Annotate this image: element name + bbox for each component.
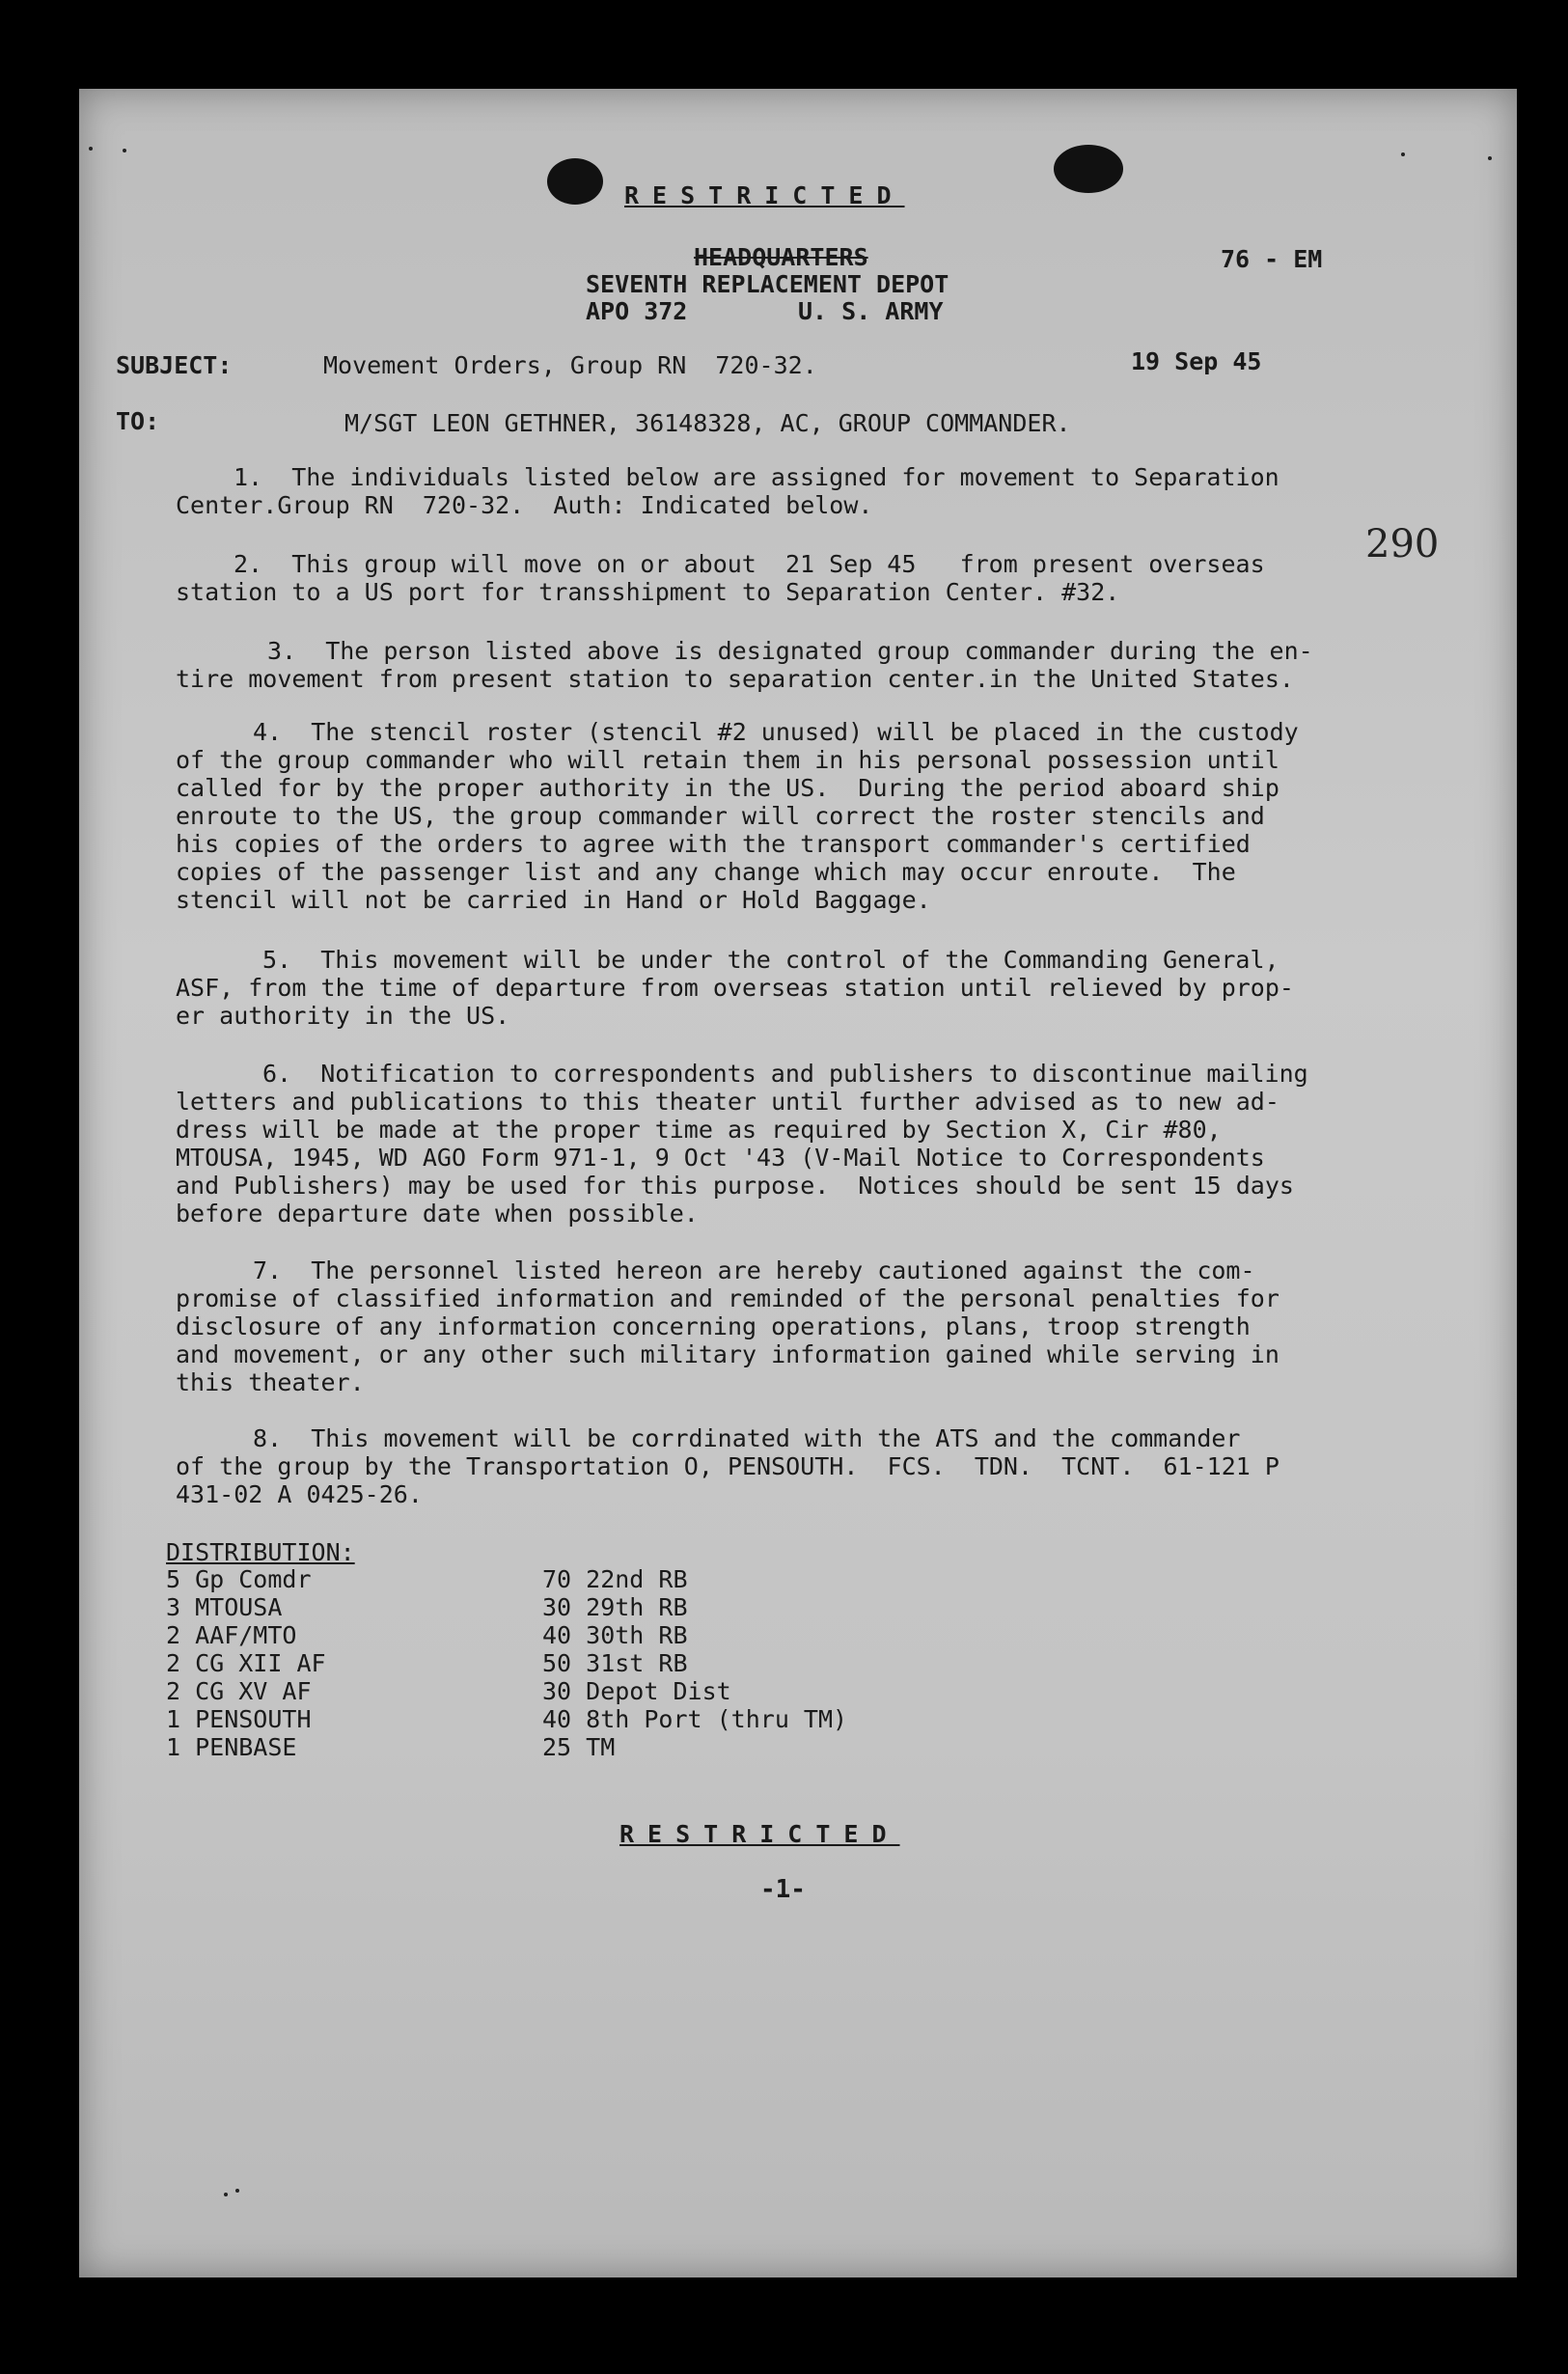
classification-top: RESTRICTED	[624, 181, 905, 209]
org-line2: SEVENTH REPLACEMENT DEPOT	[586, 270, 949, 298]
paragraph-line: ASF, from the time of departure from overseas station until relieved by prop-	[176, 974, 1294, 1002]
distribution-left-item: 3 MTOUSA	[166, 1593, 283, 1621]
paragraph-line: before departure date when possible.	[176, 1200, 699, 1228]
paragraph-line: copies of the passenger list and any change which may occur enroute. The	[176, 858, 1236, 886]
paragraph-line: and Publishers) may be used for this purpose. Notices should be sent 15 days	[176, 1172, 1294, 1200]
distribution-right-item: 70 22nd RB	[542, 1565, 688, 1593]
distribution-left-item: 1 PENSOUTH	[166, 1705, 312, 1733]
margin-number: 290	[1365, 522, 1440, 566]
paragraph-3	[176, 637, 1459, 693]
paragraph-line: er authority in the US.	[176, 1002, 510, 1030]
distribution-right-item: 40 30th RB	[542, 1621, 688, 1649]
paragraph-line: enroute to the US, the group commander will correct the roster stencils and	[176, 802, 1265, 830]
paragraph-8	[176, 1424, 1459, 1508]
paragraph-7	[176, 1256, 1459, 1396]
page-number: -1-	[760, 1875, 806, 1904]
paragraph-2	[176, 550, 1459, 606]
paragraph-line: promise of classified information and reminded of the personal penalties for	[176, 1284, 1279, 1312]
paragraph-line: station to a US port for transshipment to Separation Center. #32.	[176, 578, 1120, 606]
paragraph-line: 8. This movement will be corrdinated with the ATS and the commander	[253, 1424, 1241, 1452]
paragraph-line: MTOUSA, 1945, WD AGO Form 971-1, 9 Oct '43 (V-Mail Notice to Correspondents	[176, 1144, 1265, 1172]
paragraph-line: disclosure of any information concerning operations, plans, troop strength	[176, 1312, 1251, 1340]
org-line1: HEADQUARTERS	[694, 243, 868, 271]
distribution-left-item: 1 PENBASE	[166, 1733, 297, 1761]
paragraph-line: this theater.	[176, 1368, 365, 1396]
org-line3-left: APO 372	[586, 297, 688, 325]
distribution-left-item: 5 Gp Comdr	[166, 1565, 312, 1593]
paragraph-line: of the group commander who will retain them in his personal possession until	[176, 746, 1279, 774]
paragraph-4	[176, 718, 1459, 914]
to-text: M/SGT LEON GETHNER, 36148328, AC, GROUP COMMANDER.	[344, 409, 1071, 437]
paragraph-line: of the group by the Transportation O, PENSOUTH. FCS. TDN. TCNT. 61-121 P	[176, 1452, 1279, 1480]
to-label: TO:	[116, 407, 160, 435]
paragraph-line: 4. The stencil roster (stencil #2 unused) will be placed in the custody	[253, 718, 1299, 746]
punch-hole-blot-right	[1054, 145, 1123, 193]
paragraph-line: 5. This movement will be under the control of the Commanding General,	[262, 946, 1279, 974]
subject-text: Movement Orders, Group RN 720-32.	[323, 351, 817, 379]
paragraph-line: 6. Notification to correspondents and publishers to discontinue mailing	[262, 1060, 1308, 1088]
paragraph-line: called for by the proper authority in the US. During the period aboard ship	[176, 774, 1279, 802]
distribution-right-item: 40 8th Port (thru TM)	[542, 1705, 848, 1733]
document-date: 19 Sep 45	[1131, 347, 1262, 375]
paragraph-line: stencil will not be carried in Hand or Hold Baggage.	[176, 886, 931, 914]
paragraph-line: 7. The personnel listed hereon are hereby cautioned against the com-	[253, 1256, 1255, 1284]
paragraph-line: Center.Group RN 720-32. Auth: Indicated below.	[176, 491, 873, 519]
paragraph-line: letters and publications to this theater until further advised as to new ad-	[176, 1088, 1279, 1116]
paragraph-line: his copies of the orders to agree with the transport commander's certified	[176, 830, 1251, 858]
paragraph-6	[176, 1060, 1459, 1228]
punch-hole-blot-left	[547, 158, 603, 205]
distribution-left-item: 2 CG XII AF	[166, 1649, 326, 1677]
distribution-left-item: 2 AAF/MTO	[166, 1621, 297, 1649]
paragraph-line: dress will be made at the proper time as required by Section X, Cir #80,	[176, 1116, 1222, 1144]
classification-bottom: RESTRICTED	[619, 1820, 900, 1848]
reference-number: 76 - EM	[1221, 245, 1323, 273]
org-line3-right: U. S. ARMY	[798, 297, 944, 325]
subject-label: SUBJECT:	[116, 351, 233, 379]
paragraph-line: tire movement from present station to separation center.in the United States.	[176, 665, 1294, 693]
distribution-right-item: 30 Depot Dist	[542, 1677, 731, 1705]
distribution-left-item: 2 CG XV AF	[166, 1677, 312, 1705]
paragraph-1	[176, 463, 1459, 519]
distribution-heading: DISTRIBUTION:	[166, 1538, 355, 1566]
paragraph-line: and movement, or any other such military information gained while serving in	[176, 1340, 1279, 1368]
distribution-right-item: 25 TM	[542, 1733, 616, 1761]
paragraph-line: 3. The person listed above is designated group commander during the en-	[267, 637, 1313, 665]
paragraph-line: 1. The individuals listed below are assigned for movement to Separation	[234, 463, 1279, 491]
paragraph-5	[176, 946, 1459, 1030]
paragraph-line: 2. This group will move on or about 21 Sep 45 from present overseas	[234, 550, 1265, 578]
paragraph-line: 431-02 A 0425-26.	[176, 1480, 423, 1508]
distribution-right-item: 30 29th RB	[542, 1593, 688, 1621]
distribution-right-item: 50 31st RB	[542, 1649, 688, 1677]
document-page	[79, 89, 1517, 2277]
